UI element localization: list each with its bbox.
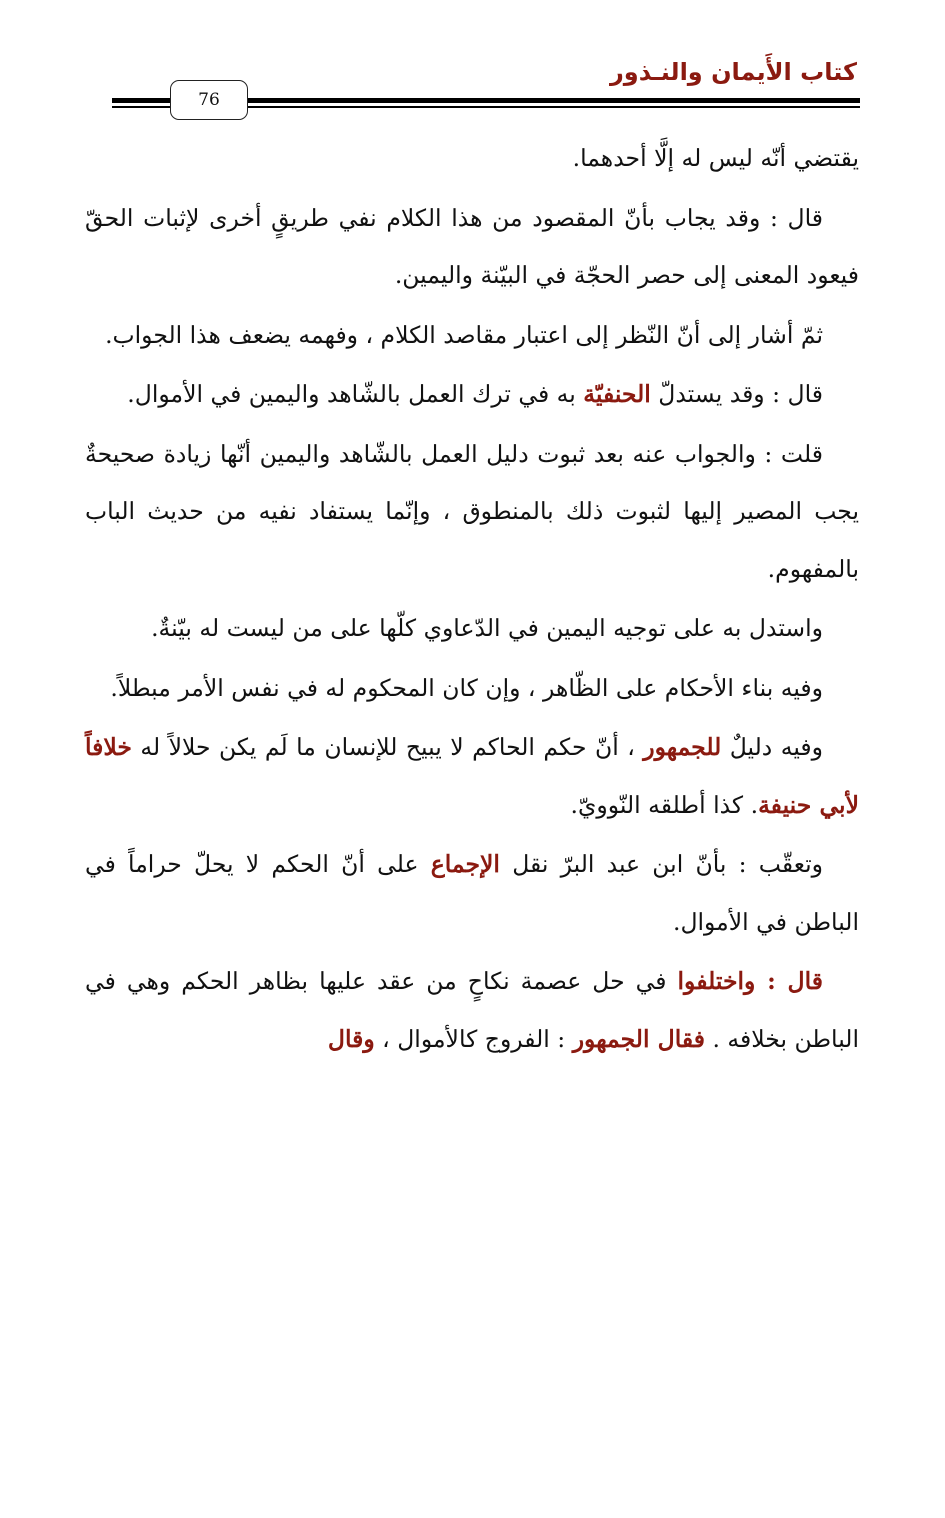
highlighted-term: وقال: [327, 1024, 375, 1053]
paragraph: [85, 836, 859, 951]
paragraph: [85, 600, 859, 658]
paragraph: [85, 307, 859, 365]
text-segment: وفيه بناء الأحكام على الظّاهر ، وإن كان المحكوم له في نفس الأمر مبطلاً.: [110, 673, 823, 702]
paragraph: [85, 130, 859, 188]
paragraph: [85, 366, 859, 424]
book-title: كتاب الأَيمان والنـذور: [609, 58, 857, 86]
text-segment: . كذا أطلقه النّوويّ.: [570, 790, 759, 819]
paragraph: [85, 660, 859, 718]
page-header: [0, 48, 945, 128]
text-segment: قلت : والجواب عنه بعد ثبوت دليل العمل بالشّاهد واليمين أنّها زيادة صحيحةٌ يجب المصير إليها لثبوت ذلك بالمنطوق ، وإنّما يستفاد نفيه من حديث الباب بالمفهوم.: [85, 439, 859, 583]
text-segment: وتعقّب : بأنّ ابن عبد البرّ نقل: [499, 850, 823, 878]
highlighted-term: خلافاً لأبي حنيفة: [85, 733, 859, 819]
text-segment: ثمّ أشار إلى أنّ النّظر إلى اعتبار مقاصد الكلام ، وفهمه يضعف هذا الجواب.: [105, 320, 823, 349]
text-segment: يقتضي أنّه ليس له إلَّا أحدهما.: [572, 144, 859, 172]
paragraph: [85, 953, 859, 1068]
text-segment: : الفروج كالأموال ،: [374, 1024, 573, 1053]
highlighted-term: فقال الجمهور: [572, 1024, 706, 1053]
paragraph: [85, 719, 859, 834]
text-segment: على أنّ الحكم لا يحلّ حراماً في الباطن في الأموال.: [85, 850, 859, 936]
highlighted-term: الإجماع: [430, 850, 500, 878]
text-segment: واستدل به على توجيه اليمين في الدّعاوي كلّها على من ليست له بيّنةٌ.: [151, 614, 823, 642]
text-segment: في حل عصمة نكاحٍ من عقد عليها بظاهر الحكم وهي في الباطن بخلافه .: [85, 967, 859, 1053]
paragraph: [85, 190, 859, 305]
highlighted-term: الحنفيّة: [583, 380, 651, 408]
page-body: [85, 130, 859, 1070]
highlighted-term: للجمهور: [643, 733, 722, 761]
text-segment: قال : وقد يجاب بأنّ المقصود من هذا الكلام نفي طريقٍ أخرى لإثبات الحقّ فيعود المعنى إلى حصر الحجّة في البيّنة واليمين.: [85, 203, 859, 289]
text-segment: وفيه دليلٌ: [721, 733, 823, 761]
highlighted-term: قال : واختلفوا: [677, 967, 823, 995]
paragraph: [85, 426, 859, 599]
text-segment: ، أنّ حكم الحاكم لا يبيح للإنسان ما لَم يكن حلالاً له: [131, 733, 644, 761]
text-segment: به في ترك العمل بالشّاهد واليمين في الأموال.: [127, 380, 584, 408]
text-segment: قال : وقد يستدلّ: [650, 380, 823, 408]
page-number: 76: [170, 80, 248, 120]
